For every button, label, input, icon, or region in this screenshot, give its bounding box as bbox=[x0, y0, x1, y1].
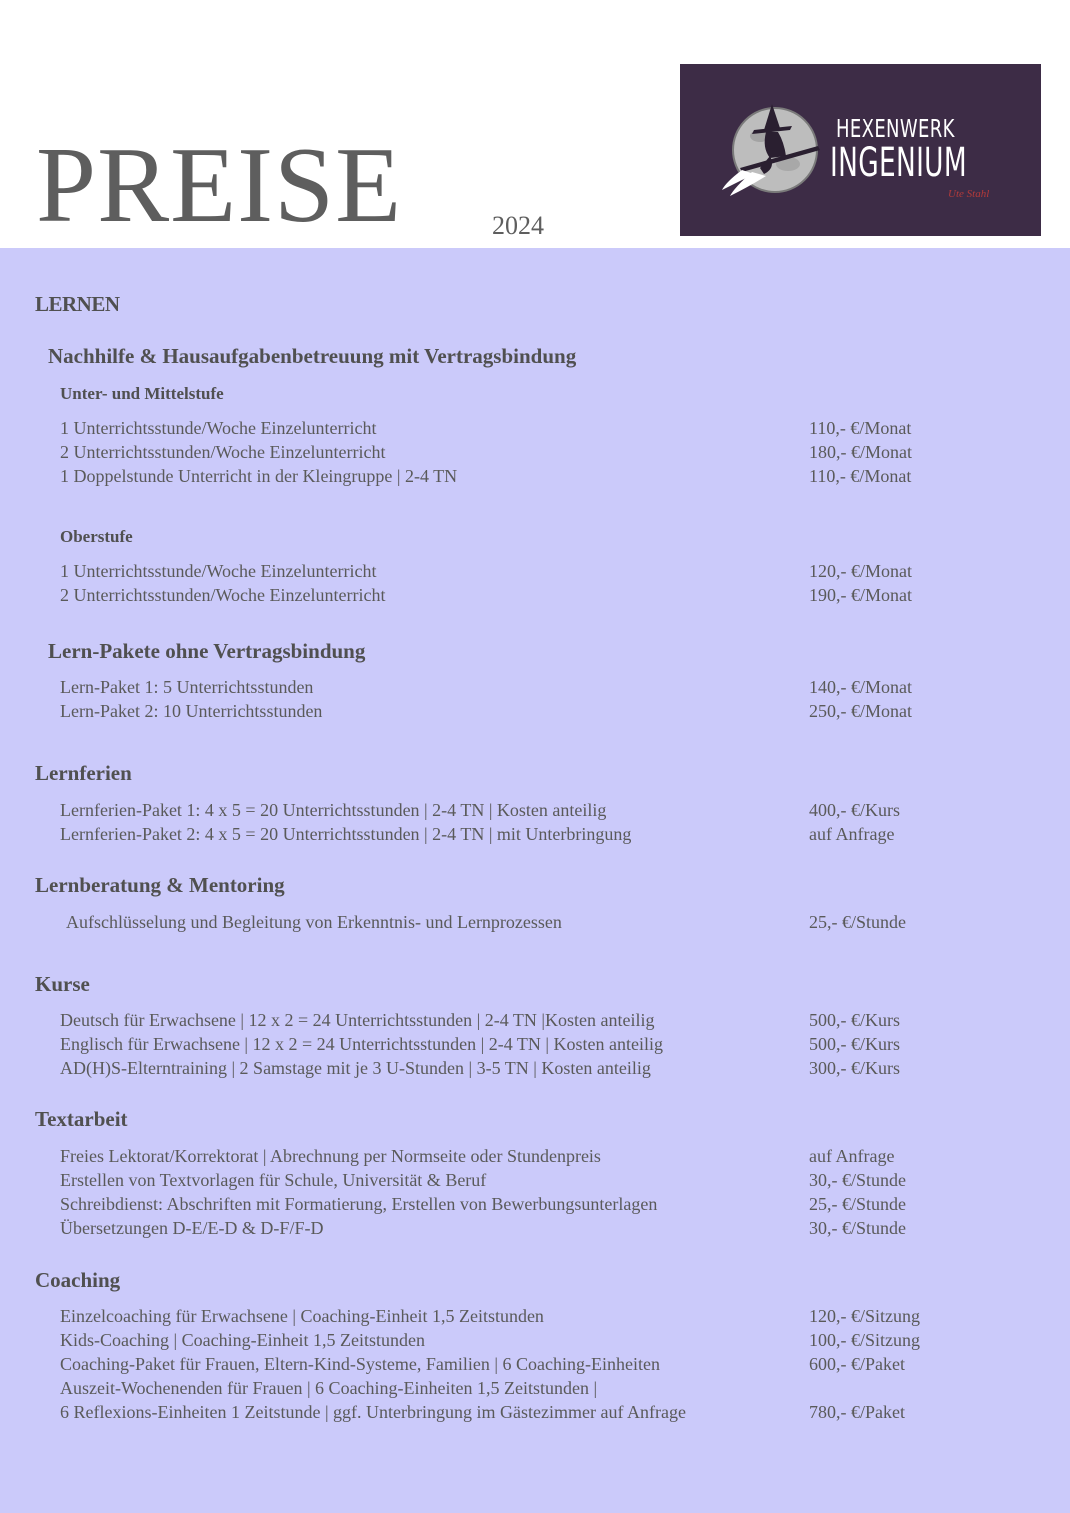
price-row-label: Lern-Paket 1: 5 Unterrichtsstunden bbox=[60, 677, 314, 697]
price-row-value: auf Anfrage bbox=[809, 1146, 895, 1166]
price-row-value: 250,- €/Monat bbox=[809, 701, 912, 721]
price-row-value: 100,- €/Sitzung bbox=[809, 1330, 920, 1350]
price-row bbox=[60, 1306, 1020, 1330]
price-row-label: Übersetzungen D-E/E-D & D-F/F-D bbox=[60, 1218, 324, 1238]
price-row-value: 110,- €/Monat bbox=[809, 466, 912, 486]
price-row bbox=[60, 1146, 1020, 1170]
price-row-label: 6 Reflexions-Einheiten 1 Zeitstunde | ggf. Unterbringung im Gästezimmer auf Anfrage bbox=[60, 1402, 686, 1422]
price-row-label: Deutsch für Erwachsene | 12 x 2 = 24 Unterrichtsstunden | 2-4 TN |Kosten anteilig bbox=[60, 1010, 655, 1030]
price-row-label: Lernferien-Paket 2: 4 x 5 = 20 Unterrichtsstunden | 2-4 TN | mit Unterbringung bbox=[60, 824, 632, 844]
price-row bbox=[60, 418, 1020, 442]
price-row-value: 120,- €/Sitzung bbox=[809, 1306, 920, 1326]
price-row-value: 600,- €/Paket bbox=[809, 1354, 905, 1374]
logo-line1: HEXENWERK bbox=[836, 114, 955, 143]
price-row-label: Coaching-Paket für Frauen, Eltern-Kind-Systeme, Familien | 6 Coaching-Einheiten bbox=[60, 1354, 660, 1374]
price-row-value: 400,- €/Kurs bbox=[809, 800, 900, 820]
price-row-label: 2 Unterrichtsstunden/Woche Einzelunterricht bbox=[60, 442, 386, 462]
price-row-value: 30,- €/Stunde bbox=[809, 1170, 906, 1190]
price-row-value: 30,- €/Stunde bbox=[809, 1218, 906, 1238]
logo bbox=[680, 64, 1041, 236]
price-row bbox=[60, 800, 1020, 824]
section-heading-lernferien: Lernferien bbox=[35, 761, 132, 785]
price-row bbox=[60, 1170, 1020, 1194]
subsection-heading-lern-pakete: Lern-Pakete ohne Vertragsbindung bbox=[48, 639, 366, 663]
price-row-label: 2 Unterrichtsstunden/Woche Einzelunterricht bbox=[60, 585, 386, 605]
logo-signature: Ute Stahl bbox=[948, 188, 990, 200]
price-row-label: Auszeit-Wochenenden für Frauen | 6 Coaching-Einheiten 1,5 Zeitstunden | bbox=[60, 1378, 598, 1398]
price-row-label: Erstellen von Textvorlagen für Schule, Universität & Beruf bbox=[60, 1170, 487, 1190]
price-row bbox=[60, 1330, 1020, 1354]
section-heading-lernen: LERNEN bbox=[35, 292, 120, 316]
price-row-value: 25,- €/Stunde bbox=[809, 912, 906, 932]
price-row-label: Kids-Coaching | Coaching-Einheit 1,5 Zeitstunden bbox=[60, 1330, 426, 1350]
price-row-value: 25,- €/Stunde bbox=[809, 1194, 906, 1214]
price-row-label: Lernferien-Paket 1: 4 x 5 = 20 Unterrichtsstunden | 2-4 TN | Kosten anteilig bbox=[60, 800, 607, 820]
price-row-label: AD(H)S-Elterntraining | 2 Samstage mit je 3 U-Stunden | 3-5 TN | Kosten anteilig bbox=[60, 1058, 651, 1078]
price-row-value: 110,- €/Monat bbox=[809, 418, 912, 438]
price-row-label: Freies Lektorat/Korrektorat | Abrechnung per Normseite oder Stundenpreis bbox=[60, 1146, 601, 1166]
price-row bbox=[60, 1058, 1020, 1082]
price-row-label: Schreibdienst: Abschriften mit Formatierung, Erstellen von Bewerbungsunterlagen bbox=[60, 1194, 658, 1214]
price-row bbox=[60, 1194, 1020, 1218]
price-row bbox=[60, 442, 1020, 466]
price-row bbox=[60, 1378, 1020, 1402]
price-row-label: Englisch für Erwachsene | 12 x 2 = 24 Unterrichtsstunden | 2-4 TN | Kosten anteilig bbox=[60, 1034, 663, 1054]
price-row-value: 300,- €/Kurs bbox=[809, 1058, 900, 1078]
group-heading-unter-mittelstufe: Unter- und Mittelstufe bbox=[60, 384, 224, 403]
price-row-value: 190,- €/Monat bbox=[809, 585, 912, 605]
price-row bbox=[60, 824, 1020, 848]
page-title: PREISE bbox=[36, 126, 403, 245]
section-heading-kurse: Kurse bbox=[35, 972, 90, 996]
price-row-value: 500,- €/Kurs bbox=[809, 1034, 900, 1054]
section-heading-textarbeit: Textarbeit bbox=[35, 1107, 128, 1131]
price-row bbox=[60, 1218, 1020, 1242]
price-row-label: 1 Doppelstunde Unterricht in der Kleingruppe | 2-4 TN bbox=[60, 466, 458, 486]
price-row bbox=[60, 1402, 1020, 1426]
price-row-value: 120,- €/Monat bbox=[809, 561, 912, 581]
price-row-label: 1 Unterrichtsstunde/Woche Einzelunterricht bbox=[60, 561, 377, 581]
price-row-value: 500,- €/Kurs bbox=[809, 1010, 900, 1030]
logo-line2: INGENIUM bbox=[830, 140, 967, 186]
subsection-heading-nachhilfe: Nachhilfe & Hausaufgabenbetreuung mit Vertragsbindung bbox=[48, 344, 577, 368]
group-heading-oberstufe: Oberstufe bbox=[60, 527, 133, 546]
price-row-label: Einzelcoaching für Erwachsene | Coaching-Einheit 1,5 Zeitstunden bbox=[60, 1306, 544, 1326]
price-row bbox=[60, 1354, 1020, 1378]
page-year: 2024 bbox=[492, 211, 544, 240]
price-row bbox=[66, 912, 1026, 936]
price-row-value: auf Anfrage bbox=[809, 824, 895, 844]
price-row bbox=[60, 1010, 1020, 1034]
price-row bbox=[60, 585, 1020, 609]
price-row-value: 780,- €/Paket bbox=[809, 1402, 905, 1422]
section-heading-lernberatung: Lernberatung & Mentoring bbox=[35, 873, 285, 897]
price-row-value: 180,- €/Monat bbox=[809, 442, 912, 462]
price-row-value: 140,- €/Monat bbox=[809, 677, 912, 697]
price-row-label: 1 Unterrichtsstunde/Woche Einzelunterricht bbox=[60, 418, 377, 438]
price-row bbox=[60, 677, 1020, 701]
price-row-label: Aufschlüsselung und Begleitung von Erkenntnis- und Lernprozessen bbox=[66, 912, 562, 932]
section-heading-coaching: Coaching bbox=[35, 1268, 121, 1292]
price-row bbox=[60, 1034, 1020, 1058]
price-row bbox=[60, 701, 1020, 725]
price-row bbox=[60, 466, 1020, 490]
price-row-label: Lern-Paket 2: 10 Unterrichtsstunden bbox=[60, 701, 323, 721]
price-row bbox=[60, 561, 1020, 585]
